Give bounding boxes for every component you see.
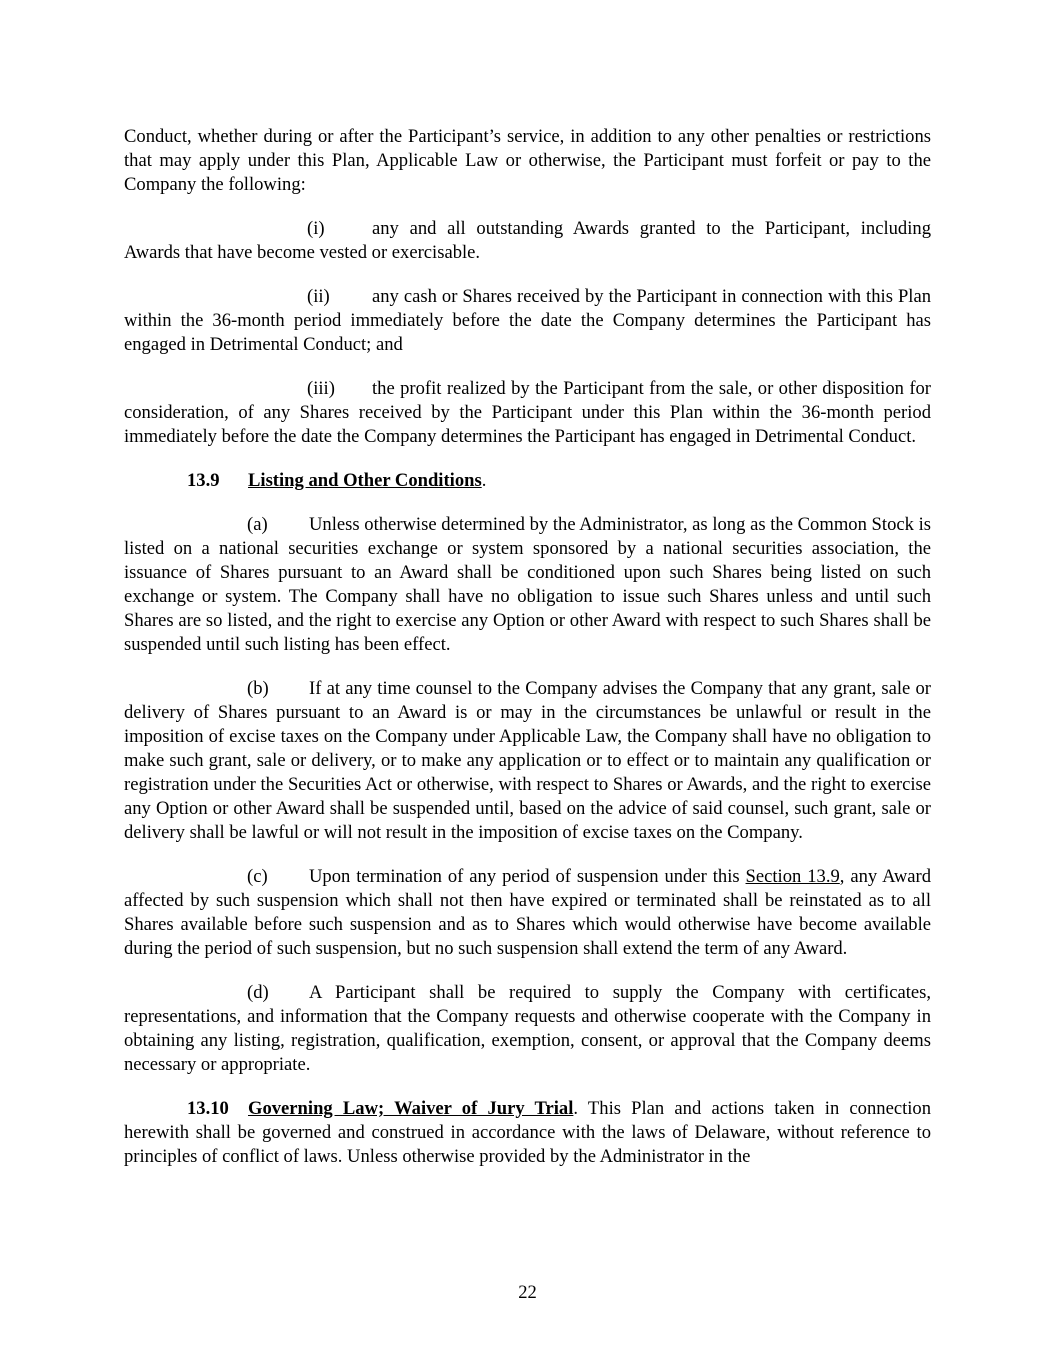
section-13-9-c-text-after: , any Award affected by such suspension which shall not then have expired or terminated shall be reinstated as to all Shares available before such suspension and as to Shares which would otherwise have become available during the period of such suspension, but no such suspension shall extend the term of any Award. bbox=[124, 866, 931, 959]
section-13-9-b-paragraph bbox=[124, 677, 931, 845]
section-13-10-title: Governing Law; Waiver of Jury Trial bbox=[248, 1098, 574, 1119]
section-13-9-c-label: (c) bbox=[247, 866, 268, 887]
section-13-9-a-paragraph bbox=[124, 513, 931, 657]
section-13-9-number: 13.9 bbox=[187, 470, 220, 491]
section-13-9-b-text: If at any time counsel to the Company advises the Company that any grant, sale or delivery of Shares pursuant to an Award is or may in the circumstances be unlawful or result in the imposition of excise taxes on the Company under Applicable Law, the Company shall have no obligation to make such grant, sale or delivery, or to make any application or to effect or to maintain any qualification or registration under the Securities Act or otherwise, with respect to Shares or Awards, and the right to exercise any Option or other Award shall be suspended until, based on the advice of said counsel, such grant, sale or delivery shall be lawful or will not result in the imposition of excise taxes on the Company. bbox=[124, 678, 931, 843]
section-13-9-d-label: (d) bbox=[247, 982, 269, 1003]
item-iii-text: the profit realized by the Participant from the sale, or other disposition for consideration, of any Shares received by the Participant under this Plan within the 36-month period immediately before the date the Company determines the Participant has engaged in Detrimental Conduct. bbox=[124, 378, 931, 447]
item-iii-label: (iii) bbox=[307, 378, 335, 399]
section-13-9-c-paragraph bbox=[124, 865, 931, 961]
item-i-paragraph bbox=[124, 217, 931, 265]
section-13-9-a-label: (a) bbox=[247, 514, 268, 535]
item-ii-paragraph bbox=[124, 285, 931, 357]
item-i-label: (i) bbox=[307, 218, 325, 239]
item-iii-paragraph bbox=[124, 377, 931, 449]
section-13-9-heading bbox=[124, 469, 931, 493]
page-number: 22 bbox=[518, 1282, 537, 1303]
intro-paragraph bbox=[124, 125, 931, 197]
section-13-9-title-period: . bbox=[481, 470, 487, 491]
intro-text: Conduct, whether during or after the Participant’s service, in addition to any other penalties or restrictions that may apply under this Plan, Applicable Law or otherwise, the Participant must forfeit or pay to the Company the following: bbox=[124, 126, 931, 195]
section-13-9-d-paragraph bbox=[124, 981, 931, 1077]
section-13-10-text: . This Plan and actions taken in connection herewith shall be governed and construed in accordance with the laws of Delaware, without reference to principles of conflict of laws. Unless otherwise provided by the Administrator in the bbox=[124, 1098, 932, 1167]
section-13-9-title: Listing and Other Conditions bbox=[248, 470, 482, 491]
section-13-9-c-text-before: Upon termination of any period of suspension under this bbox=[309, 866, 746, 887]
section-13-10-paragraph bbox=[124, 1097, 931, 1169]
section-13-9-reference: Section 13.9 bbox=[745, 866, 840, 887]
item-ii-text: any cash or Shares received by the Participant in connection with this Plan within the 36-month period immediately before the date the Company determines the Participant has engaged in Detrimental Conduct; and bbox=[124, 286, 931, 355]
section-13-9-d-text: A Participant shall be required to supply the Company with certificates, representations, and information that the Company requests and otherwise cooperate with the Company in obtaining any listing, registration, qualification, exemption, consent, or approval that the Company deems necessary or appropriate. bbox=[124, 982, 931, 1075]
item-i-text: any and all outstanding Awards granted to the Participant, including Awards that have become vested or exercisable. bbox=[124, 218, 931, 263]
body-text bbox=[124, 125, 931, 1189]
section-13-9-a-text: Unless otherwise determined by the Administrator, as long as the Common Stock is listed on a national securities exchange or system sponsored by a national securities association, the issuance of Shares pursuant to an Award shall be conditioned upon such Shares being listed on such exchange or system. The Company shall have no obligation to issue such Shares unless and until such Shares are so listed, and the right to exercise any Option or other Award with respect to such Shares shall be suspended until such listing has been effect. bbox=[124, 514, 931, 655]
item-ii-label: (ii) bbox=[307, 286, 330, 307]
section-13-9-b-label: (b) bbox=[247, 678, 269, 699]
section-13-10-number: 13.10 bbox=[187, 1098, 229, 1119]
